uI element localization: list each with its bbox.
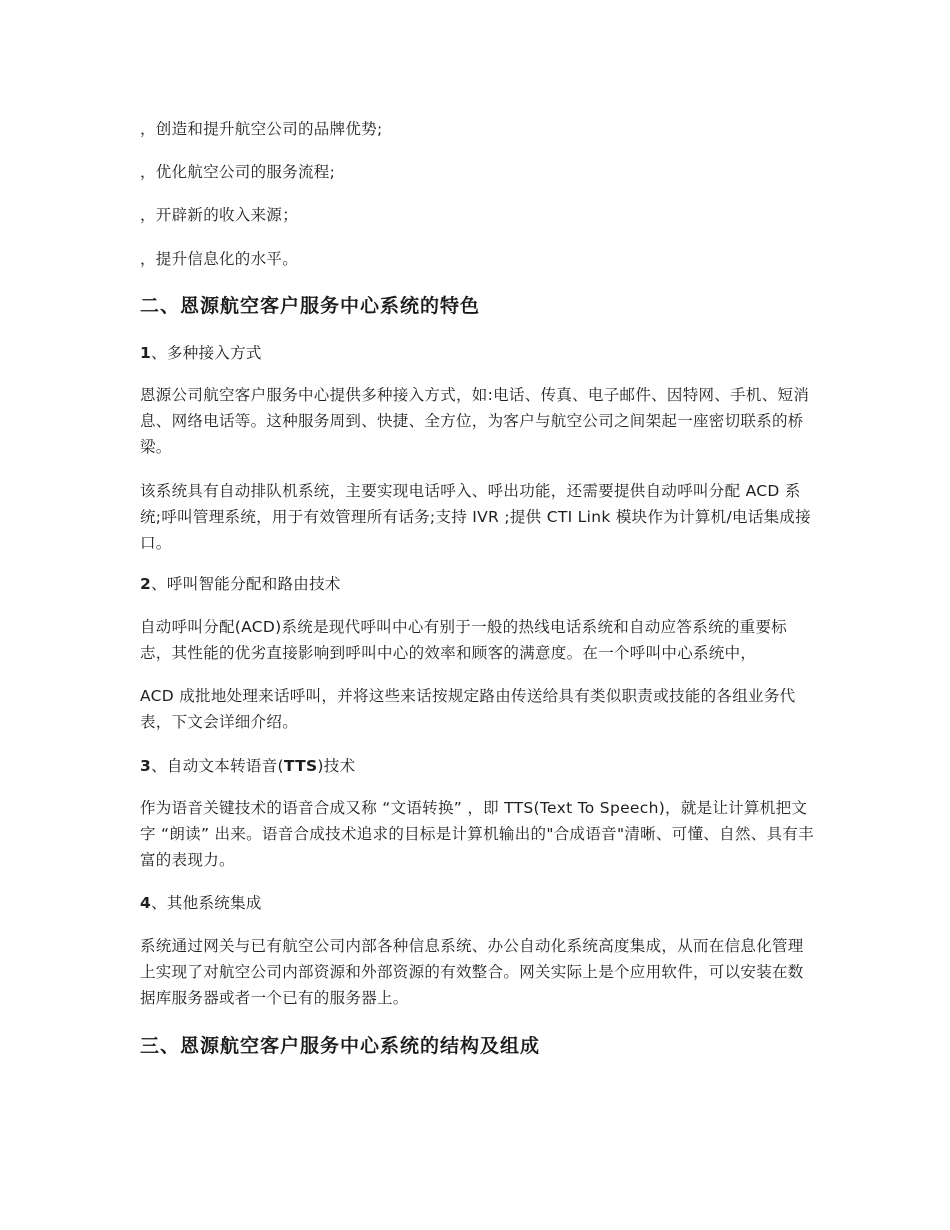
subsection-4-title	[140, 890, 815, 916]
subsection-4-number: 4	[140, 894, 152, 912]
subsection-3-number: 3	[140, 757, 152, 775]
subsection-3-paragraph-1: 作为语音关键技术的语音合成又称 “文语转换” ，即 TTS(Text To Speech)，就是让计算机把文字 “朗读” 出来。语音合成技术追求的目标是计算机输出的"合成语音"清晰、可懂、自然、具有丰富的表现力。	[140, 799, 814, 869]
subsection-1-title	[140, 340, 815, 366]
subsection-3-title-a: 、自动文本转语音(	[151, 757, 284, 775]
subsection-2-title	[140, 571, 815, 597]
subsection-1-number: 1	[140, 344, 152, 362]
section-3-heading: 三、恩源航空客户服务中心系统的结构及组成	[140, 1035, 541, 1057]
subsection-1-paragraph-2: 该系统具有自动排队机系统，主要实现电话呼入、呼出功能，还需要提供自动呼叫分配 ACD 系统;呼叫管理系统，用于有效管理所有话务;支持 IVR ;提供 CTI Link 模块作为计算机/电话集成接口。	[140, 482, 811, 552]
list-item-informatization: ，提升信息化的水平。	[140, 250, 299, 268]
list-item-revenue: ，开辟新的收入来源；	[140, 206, 299, 224]
subsection-4-paragraph-1: 系统通过网关与已有航空公司内部各种信息系统、办公自动化系统高度集成，从而在信息化管理上实现了对航空公司内部资源和外部资源的有效整合。网关实际上是个应用软件，可以安装在数据库服务器或者一个已有的服务器上。	[140, 937, 804, 1007]
section-2-heading: 二、恩源航空客户服务中心系统的特色	[140, 295, 481, 317]
subsection-3-title-c: )技术	[317, 757, 356, 775]
subsection-4-title-text: 、其他系统集成	[151, 894, 262, 912]
subsection-2-paragraph-1: 自动呼叫分配(ACD)系统是现代呼叫中心有别于一般的热线电话系统和自动应答系统的重要标志，其性能的优劣直接影响到呼叫中心的效率和顾客的满意度。在一个呼叫中心系统中，	[140, 618, 788, 662]
list-item-brand: ，创造和提升航空公司的品牌优势;	[140, 120, 383, 138]
subsection-3-title	[140, 753, 815, 779]
subsection-1-title-text: 、多种接入方式	[151, 344, 262, 362]
subsection-3-title-tts: TTS	[283, 757, 318, 775]
subsection-2-title-text: 、呼叫智能分配和路由技术	[151, 575, 341, 593]
subsection-2-number: 2	[140, 575, 152, 593]
subsection-1-paragraph-1: 恩源公司航空客户服务中心提供多种接入方式，如:电话、传真、电子邮件、因特网、手机、短消息、网络电话等。这种服务周到、快捷、全方位，为客户与航空公司之间架起一座密切联系的桥梁。	[140, 386, 810, 456]
subsection-2-paragraph-2: ACD 成批地处理来话呼叫，并将这些来话按规定路由传送给具有类似职责或技能的各组业务代表，下文会详细介绍。	[140, 687, 796, 731]
list-item-process: ，优化航空公司的服务流程;	[140, 163, 336, 181]
